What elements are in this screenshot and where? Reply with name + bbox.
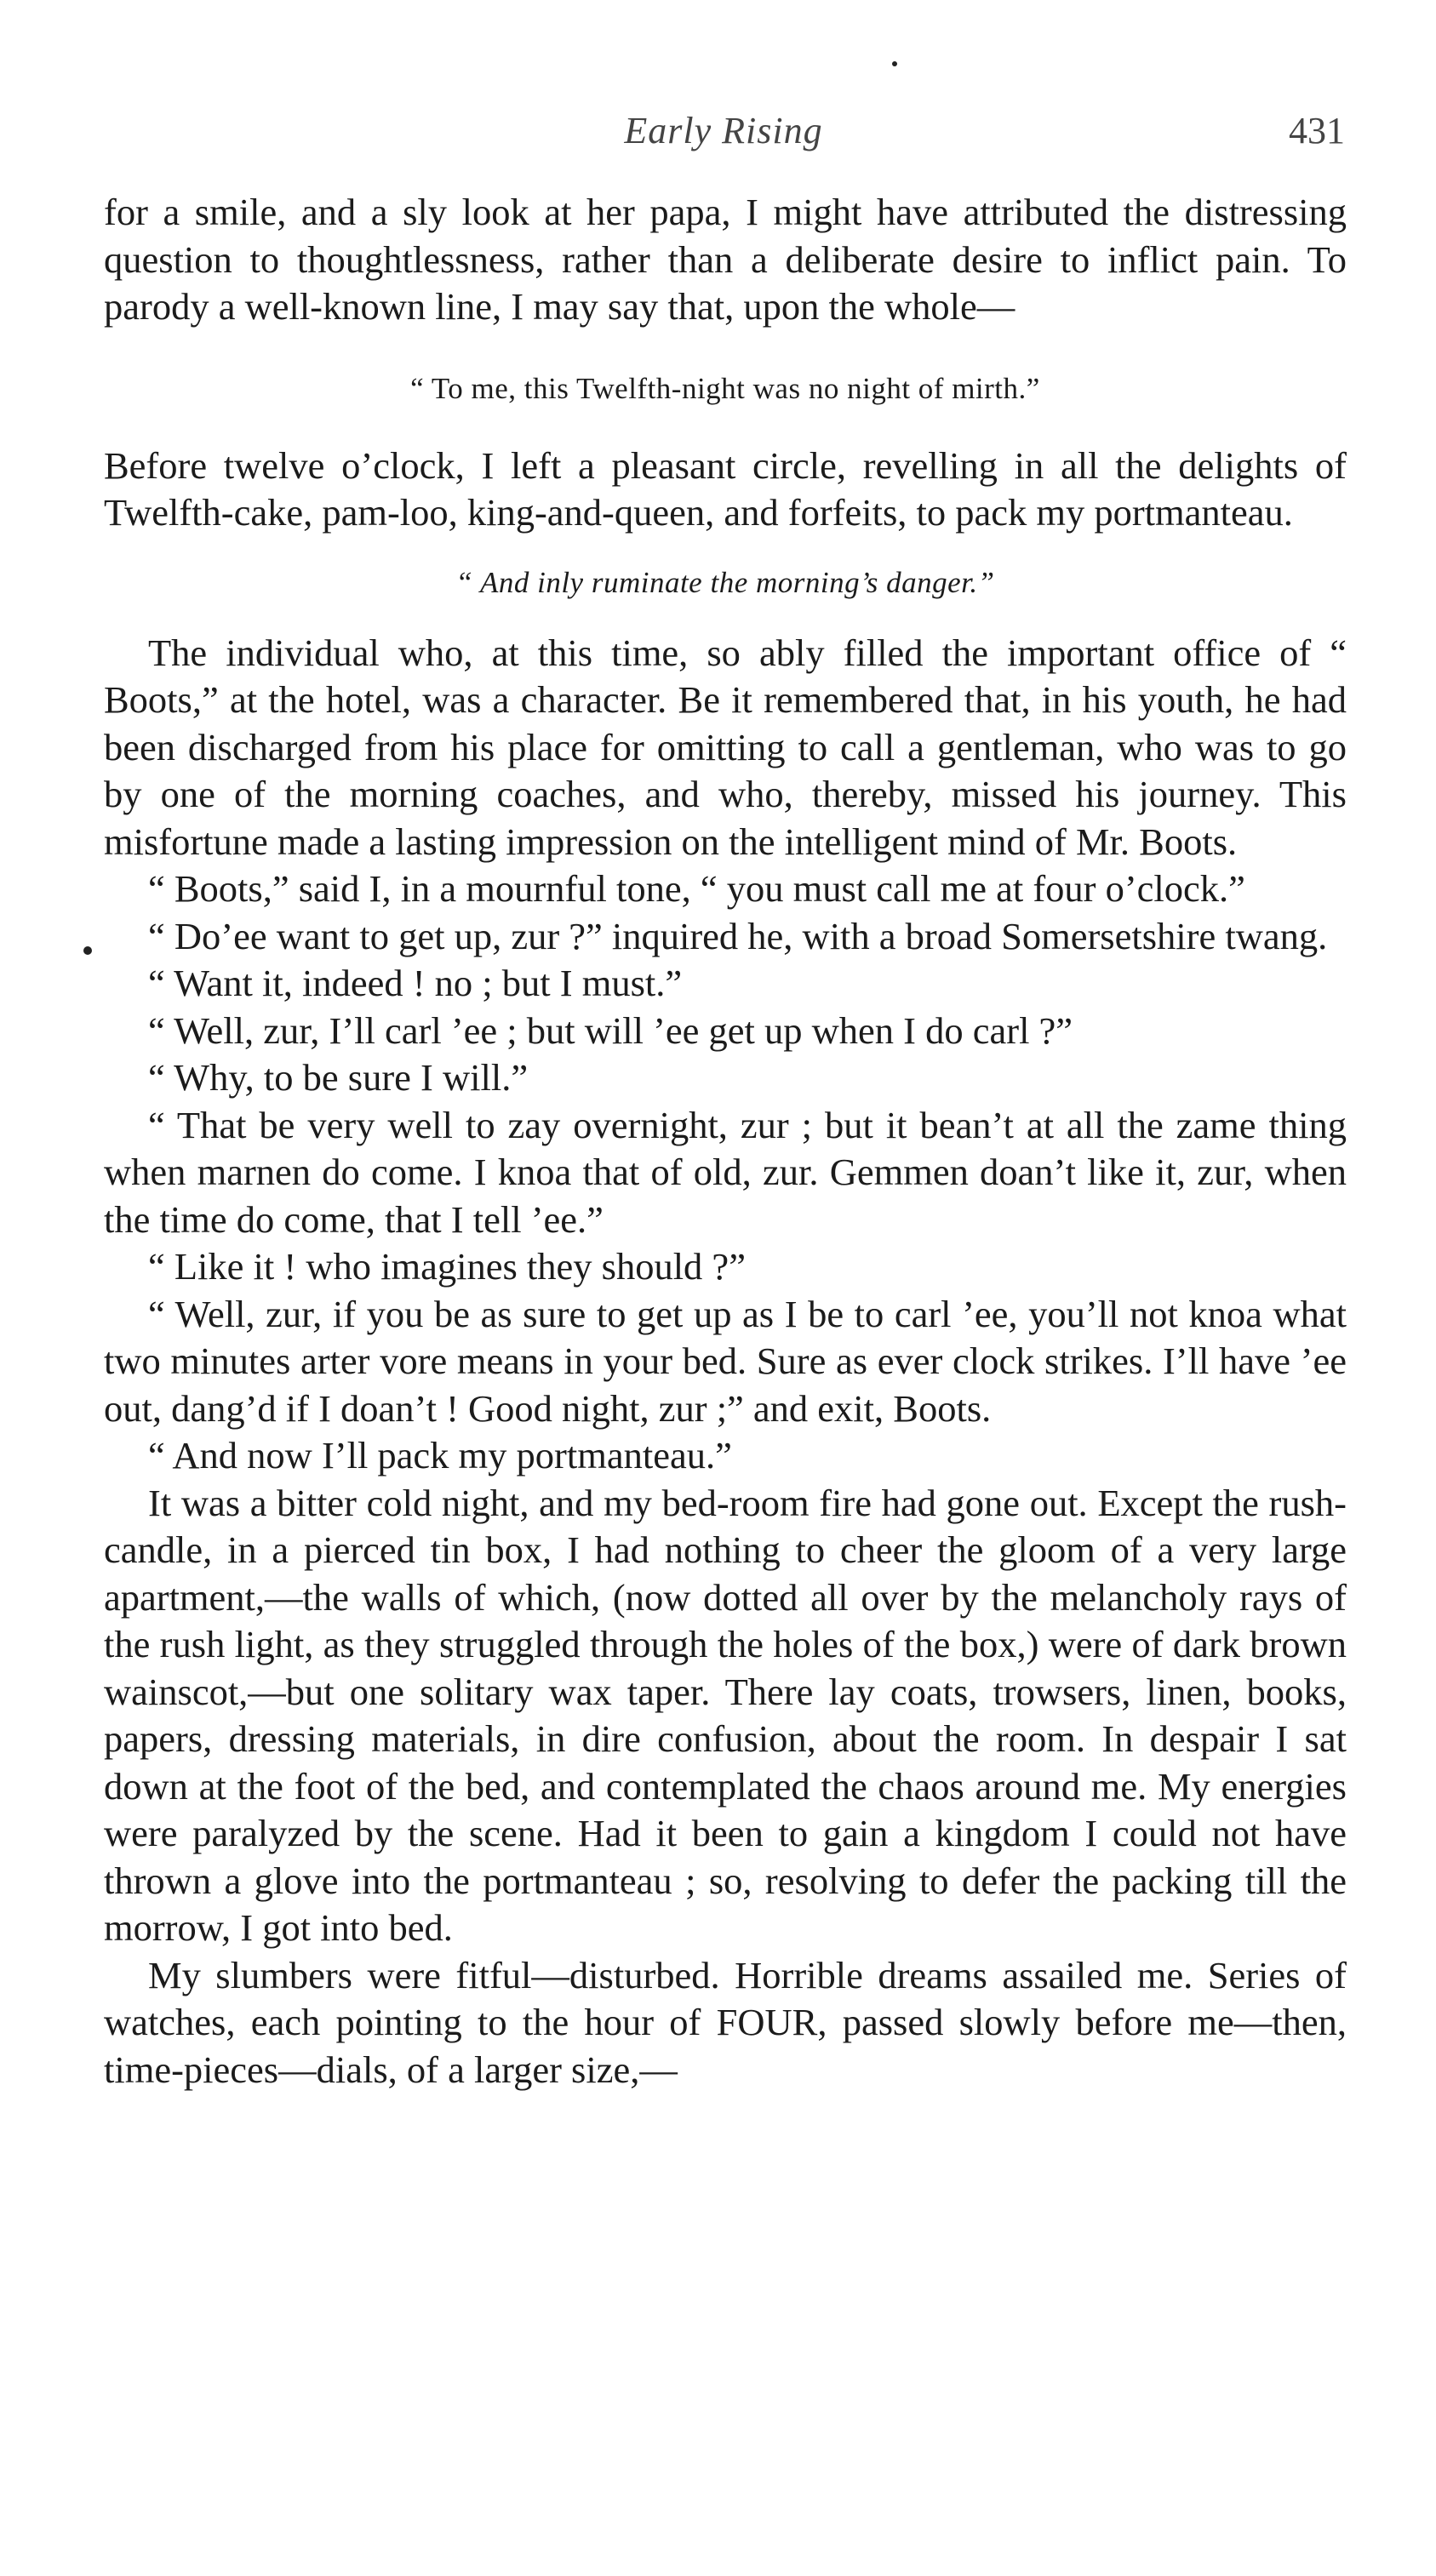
paragraph-continuation: for a smile, and a sly look at her papa, I might have attributed the distressing question to thoughtlessness, rather than a deliberate desire to inflict pain. To parody a well-known line, I may say that, upon the whole— [104,191,1347,328]
dialogue-paragraph: “ And now I’ll pack my portmanteau.” [148,1434,732,1476]
dialogue-paragraph: “ Boots,” said I, in a mournful tone, “ you must call me at four o’clock.” [148,867,1245,910]
dialogue-paragraph: “ Do’ee want to get up, zur ?” inquired he, with a broad Somersetshire twang. [148,914,1328,957]
body-text [104,189,1347,2093]
ink-speck [83,946,92,955]
dialogue-paragraph: “ Want it, indeed ! no ; but I must.” [148,962,683,1004]
dialogue-paragraph: “ Well, zur, if you be as sure to get up as I be to carl ’ee, you’ll not knoa what two minutes arter vore means in your bed. Sure as ever clock strikes. I’ll have ’ee out, dang’d if I doan’t ! Good night, zur ;” and exit, Boots. [104,1292,1347,1430]
page-number: 431 [1289,110,1345,151]
paragraph: It was a bitter cold night, and my bed-room fire had gone out. Except the rush-candle, in a pierced tin box, I had nothing to cheer the gloom of a very large apartment,—the walls of which, (now dotted all over by the melancholy rays of the rush light, as they struggled through the holes of the box,) were of dark brown wainscot,—but one solitary wax taper. There lay coats, trowsers, linen, books, papers, dressing materials, in dire confusion, about the room. In despair I sat down at the foot of the bed, and contemplated the chaos around me. My energies were paralyzed by the scene. Had it been to gain a kingdom I could not have thrown a glove into the portmanteau ; so, resolving to defer the packing till the morrow, I got into bed. [104,1481,1347,1949]
verse-quotation: “ To me, this Twelfth-night was no night of mirth.” [410,371,1040,405]
paragraph: My slumbers were fitful—disturbed. Horrible dreams assailed me. Series of watches, each pointing to the hour of FOUR, passed slowly before me—then, time-pieces—dials, of a larger size,— [104,1953,1347,2091]
dialogue-paragraph: “ Why, to be sure I will.” [148,1056,529,1099]
running-title: Early Rising [624,110,823,151]
dialogue-paragraph: “ Well, zur, I’ll carl ’ee ; but will ’ee get up when I do carl ?” [148,1008,1073,1052]
dialogue-paragraph: “ Like it ! who imagines they should ?” [148,1245,746,1288]
dialogue-paragraph: “ That be very well to zay overnight, zur ; but it bean’t at all the zame thing when marnen do come. I knoa that of old, zur. Gemmen doan’t like it, zur, when the time do come, that I tell ’ee.” [104,1103,1347,1241]
paragraph: The individual who, at this time, so ably filled the important office of “ Boots,” at the hotel, was a character. Be it remembered that, in his youth, he had been discharged from his place for omitting to call a gentleman, who was to go by one of the morning coaches, and who, thereby, missed his journey. This misfortune made a lasting impression on the intelligent mind of Mr. Boots. [104,631,1347,863]
paragraph: Before twelve o’clock, I left a pleasant circle, revelling in all the delights of Twelfth-cake, pam-loo, king-and-queen, and forfeits, to pack my portmanteau. [104,443,1347,534]
ink-speck [892,61,897,66]
page-header [102,109,1345,160]
verse-quotation: “ And inly ruminate the morning’s danger.” [455,565,995,599]
